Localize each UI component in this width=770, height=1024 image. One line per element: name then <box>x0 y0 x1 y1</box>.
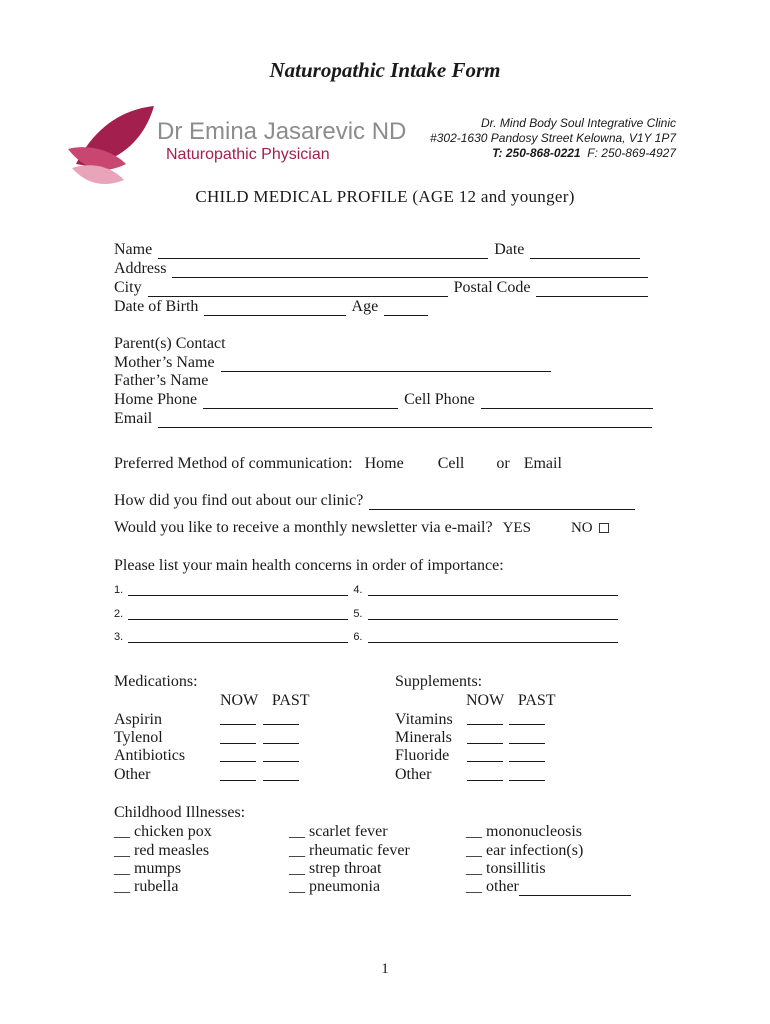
illness-item[interactable]: __ rheumatic fever <box>289 842 410 859</box>
communication-home[interactable]: Home <box>364 455 404 472</box>
medication-row <box>114 765 150 784</box>
email-row <box>114 409 654 428</box>
medication-label: Tylenol <box>114 729 163 746</box>
medication-now-field[interactable] <box>220 743 256 744</box>
dob-field[interactable] <box>204 301 346 316</box>
supplements-past-header: PAST <box>517 692 556 709</box>
find-clinic-field[interactable] <box>369 495 635 510</box>
address-row <box>114 259 650 278</box>
supplement-label: Minerals <box>395 729 452 746</box>
supplement-label: Fluoride <box>395 747 450 764</box>
postal-code-field[interactable] <box>536 282 648 297</box>
medication-past-field[interactable] <box>263 761 299 762</box>
medication-label: Antibiotics <box>114 747 186 764</box>
parents-contact-label: Parent(s) Contact <box>114 335 226 352</box>
communication-email[interactable]: Email <box>523 455 562 472</box>
supplement-now-field[interactable] <box>467 724 503 725</box>
email-label: Email <box>114 410 153 427</box>
lotus-leaf-icon <box>66 104 156 188</box>
medications-title: Medications: <box>114 673 198 690</box>
illnesses-title: Childhood Illnesses: <box>114 804 246 821</box>
medication-row <box>114 746 185 765</box>
find-clinic-label: How did you find out about our clinic? <box>114 492 364 509</box>
newsletter-no[interactable]: NO <box>570 520 593 536</box>
fathers-name-label: Father’s Name <box>114 372 209 389</box>
city-field[interactable] <box>148 282 448 297</box>
illness-item[interactable]: __ scarlet fever <box>289 823 388 840</box>
communication-label: Preferred Method of communication: <box>114 455 353 472</box>
dob-label: Date of Birth <box>114 298 199 315</box>
mothers-name-row <box>114 353 553 372</box>
illness-item[interactable]: __ pneumonia <box>289 878 381 895</box>
medications-now-header: NOW <box>220 692 258 709</box>
concern-field-6[interactable] <box>368 633 618 643</box>
illness-item[interactable]: __ chicken pox <box>114 823 212 840</box>
concern-number: 3. <box>114 631 124 643</box>
medication-past-field[interactable] <box>263 780 299 781</box>
mothers-name-field[interactable] <box>221 357 551 372</box>
city-row <box>114 278 650 297</box>
communication-row <box>114 454 562 473</box>
illness-item[interactable]: __ strep throat <box>289 860 382 877</box>
supplement-now-field[interactable] <box>467 743 503 744</box>
medication-row <box>114 710 162 729</box>
address-field[interactable] <box>172 263 648 278</box>
supplement-label: Other <box>395 766 432 783</box>
date-field[interactable] <box>530 244 640 259</box>
newsletter-question: Would you like to receive a monthly newsletter via e-mail? <box>114 519 493 536</box>
concern-field-3[interactable] <box>128 633 348 643</box>
age-field[interactable] <box>384 301 428 316</box>
clinic-phone: T: 250-868-0221 <box>492 146 581 160</box>
page-title: Naturopathic Intake Form <box>269 58 501 82</box>
newsletter-no-checkbox[interactable] <box>599 523 609 533</box>
logo-subtitle: Naturopathic Physician <box>166 146 330 163</box>
supplement-now-field[interactable] <box>467 780 503 781</box>
concern-field-1[interactable] <box>128 586 348 596</box>
address-label: Address <box>114 260 167 277</box>
supplement-past-field[interactable] <box>509 743 545 744</box>
concern-row-1 <box>114 584 620 596</box>
illness-item[interactable]: __ red measles <box>114 842 210 859</box>
clinic-name: Dr. Mind Body Soul Integrative Clinic <box>481 116 676 130</box>
medications-past-header: PAST <box>271 692 310 709</box>
supplement-label: Vitamins <box>395 711 453 728</box>
medication-now-field[interactable] <box>220 724 256 725</box>
medications-header <box>220 691 310 710</box>
phone-row <box>114 390 655 409</box>
medication-label: Aspirin <box>114 711 162 728</box>
page-number: 1 <box>381 961 389 977</box>
name-label: Name <box>114 241 153 258</box>
name-row <box>114 240 642 259</box>
illness-item[interactable]: __ mumps <box>114 860 182 877</box>
supplements-header <box>466 691 556 710</box>
name-field[interactable] <box>158 244 488 259</box>
mothers-name-label: Mother’s Name <box>114 354 215 371</box>
illness-item[interactable]: __ other <box>466 878 519 895</box>
section-title: CHILD MEDICAL PROFILE (AGE 12 and younger) <box>195 187 575 206</box>
date-label: Date <box>494 241 525 258</box>
concern-field-2[interactable] <box>128 610 348 620</box>
concerns-label: Please list your main health concerns in order of importance: <box>114 557 504 574</box>
logo-name: Dr Emina Jasarevic ND <box>157 118 407 145</box>
clinic-phones <box>430 146 676 161</box>
illness-other-row <box>466 877 631 896</box>
medication-label: Other <box>114 766 151 783</box>
supplement-past-field[interactable] <box>509 780 545 781</box>
illness-item[interactable]: __ tonsillitis <box>466 860 546 877</box>
medication-row <box>114 728 163 747</box>
medication-now-field[interactable] <box>220 780 256 781</box>
clinic-fax: F: 250-869-4927 <box>587 146 676 160</box>
supplements-title: Supplements: <box>395 673 483 690</box>
concern-number: 1. <box>114 584 124 596</box>
illness-item[interactable]: __ rubella <box>114 878 179 895</box>
illness-item[interactable]: __ ear infection(s) <box>466 842 584 859</box>
supplements-now-header: NOW <box>466 692 504 709</box>
concern-number: 4. <box>353 584 363 596</box>
home-phone-field[interactable] <box>203 394 398 409</box>
newsletter-row <box>114 518 609 538</box>
illness-item[interactable]: __ mononucleosis <box>466 823 582 840</box>
illness-other-field[interactable] <box>519 881 631 896</box>
communication-or: or <box>496 455 510 472</box>
concern-number: 6. <box>353 631 363 643</box>
medication-past-field[interactable] <box>263 743 299 744</box>
clinic-address: #302-1630 Pandosy Street Kelowna, V1Y 1P7 <box>430 131 676 145</box>
supplement-past-field[interactable] <box>509 761 545 762</box>
age-label: Age <box>351 298 379 315</box>
cell-phone-label: Cell Phone <box>404 391 475 408</box>
cell-phone-field[interactable] <box>481 394 653 409</box>
concern-number: 2. <box>114 608 124 620</box>
logo <box>66 104 407 188</box>
supplement-now-field[interactable] <box>467 761 503 762</box>
supplement-past-field[interactable] <box>509 724 545 725</box>
clinic-info <box>430 116 676 161</box>
dob-row <box>114 297 430 316</box>
communication-cell[interactable]: Cell <box>437 455 465 472</box>
city-label: City <box>114 279 142 296</box>
email-field[interactable] <box>158 413 652 428</box>
newsletter-yes[interactable]: YES <box>502 520 531 536</box>
find-clinic-row <box>114 491 637 510</box>
concern-row-2 <box>114 608 620 620</box>
concern-field-5[interactable] <box>368 610 618 620</box>
home-phone-label: Home Phone <box>114 391 198 408</box>
postal-code-label: Postal Code <box>453 279 531 296</box>
medication-past-field[interactable] <box>263 724 299 725</box>
concern-number: 5. <box>353 608 363 620</box>
concern-field-4[interactable] <box>368 586 618 596</box>
concern-row-3 <box>114 631 620 643</box>
medication-now-field[interactable] <box>220 761 256 762</box>
